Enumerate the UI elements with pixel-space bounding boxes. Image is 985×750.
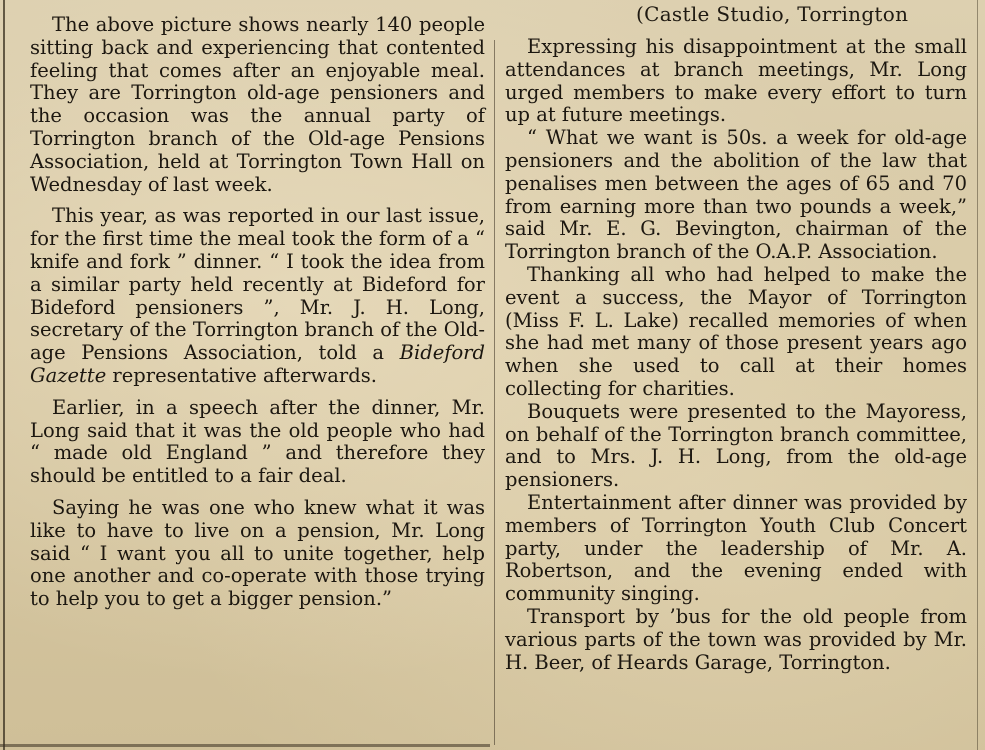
bottom-rule: [0, 744, 490, 747]
newspaper-name: Bideford Gazette: [30, 341, 485, 387]
right-column: [505, 36, 967, 674]
photo-credit: (Castle Studio, Torrington: [636, 2, 909, 26]
left-column: [30, 14, 485, 620]
paragraph-text: This year, as was reported in our last issue, for the first time the meal took the form of a “ knife and fork ” dinner. “ I took the idea from a similar party held recently at Bideford for Bideford pensioners ”, Mr. J. H. Long, secretary of the Torrington branch of the Old-age Pensions Association, told a: [30, 204, 485, 365]
left-edge-rule: [3, 0, 5, 750]
paragraph: [30, 205, 485, 387]
paragraph: The above picture shows nearly 140 people sitting back and experiencing that contented feeling that comes after an enjoyable meal. They are Torrington old-age pensioners and the occasion was the annual party of Torrington branch of the Old-age Pensions Association, held at Torrington Town Hall on Wednesday of last week.: [30, 13, 485, 196]
paragraph: Entertainment after dinner was provided by members of Torrington Youth Club Concert party, under the leadership of Mr. A. Robertson, and the evening ended with community singing.: [505, 490, 967, 606]
paragraph: “ What we want is 50s. a week for old-age pensioners and the abolition of the law that penalises men between the ages of 65 and 70 from earning more than two pounds a week,” said Mr. E. G. Bevington, chairman of the Torrington branch of the O.A.P. Association.: [505, 126, 967, 264]
column-divider: [494, 40, 495, 745]
right-edge-rule: [977, 0, 978, 750]
paragraph: Expressing his disappointment at the small attendances at branch meetings, Mr. Long urged members to make every effort to turn up at future meetings.: [505, 35, 967, 127]
paragraph: Earlier, in a speech after the dinner, Mr. Long said that it was the old people who had “ made old England ” and therefore they should be entitled to a fair deal.: [30, 395, 485, 488]
paragraph: Thanking all who had helped to make the event a success, the Mayor of Torrington (Miss F. L. Lake) recalled memories of when she had met many of those present years ago when she used to call at their homes collecting for charities.: [505, 262, 967, 400]
paragraph-text: representative afterwards.: [106, 363, 377, 387]
paragraph: Saying he was one who knew what it was like to have to live on a pension, Mr. Long said “ I want you all to unite together, help one another and co-operate with those trying to help you to get a bigger pension.”: [30, 495, 485, 611]
paragraph: Bouquets were presented to the Mayoress, on behalf of the Torrington branch committee, and to Mrs. J. H. Long, from the old-age pensioners.: [505, 399, 967, 492]
paragraph: Transport by ’bus for the old people from various parts of the town was provided by Mr. H. Beer, of Heards Garage, Torrington.: [505, 604, 967, 674]
